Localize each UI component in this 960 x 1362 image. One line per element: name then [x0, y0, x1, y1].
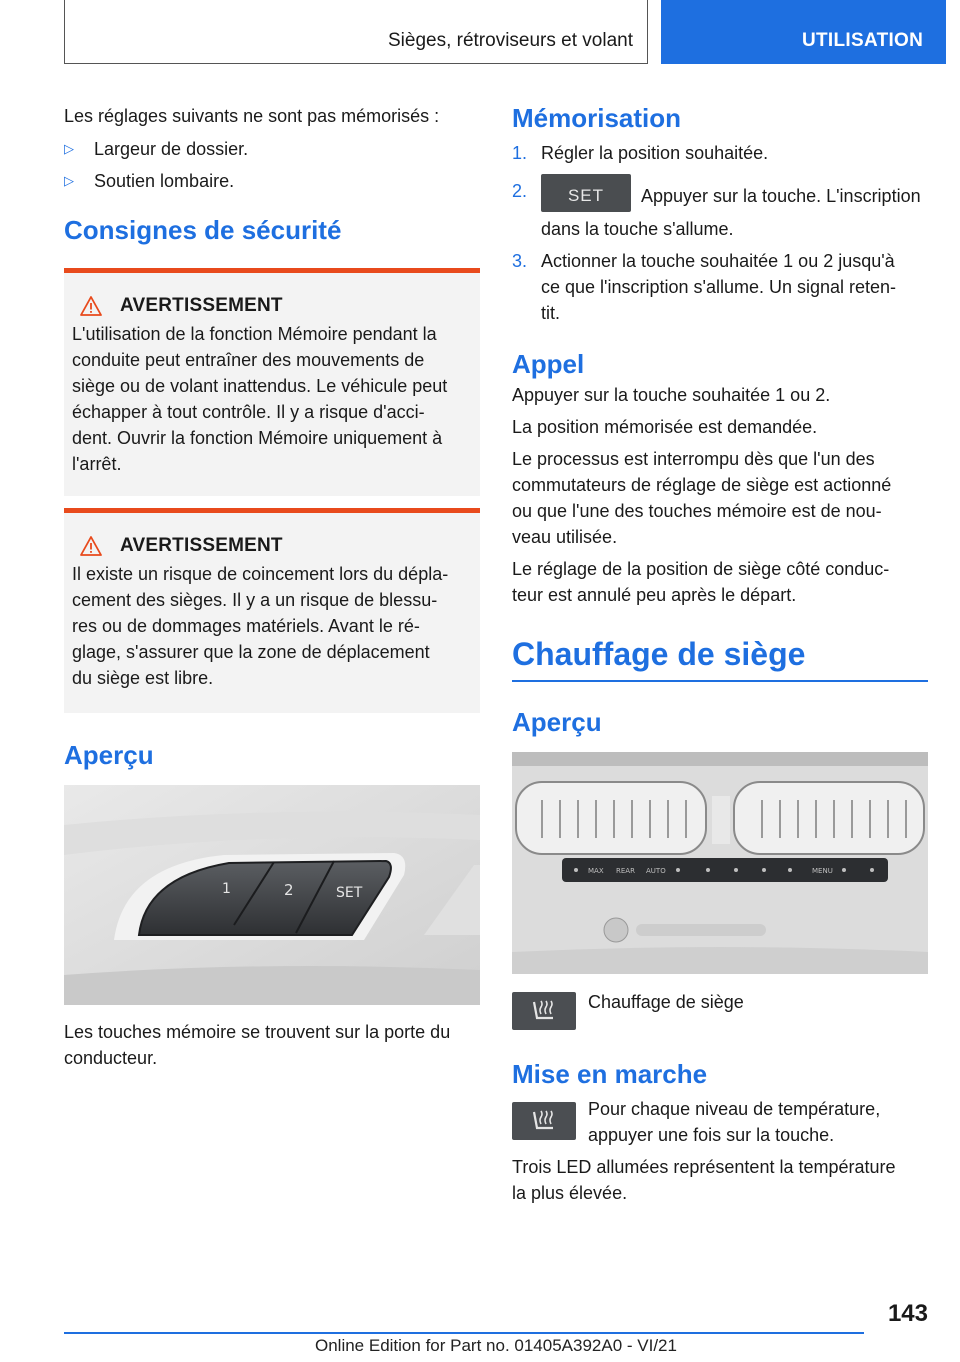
- step-text: Actionner la touche souhaitée 1 ou 2 jusqu'à: [541, 251, 895, 271]
- warning-line: siège ou de volant inattendus. Le véhicule peut: [72, 376, 448, 396]
- step-text: dans la touche s'allume.: [541, 219, 734, 239]
- triangle-bullet-icon: ▷: [64, 173, 74, 188]
- console-label: MENU: [812, 867, 833, 875]
- warning-triangle-icon: [80, 296, 102, 316]
- icon-label: Chauffage de siège: [588, 992, 744, 1012]
- appel-text: La position mémorisée est demandée.: [512, 417, 818, 437]
- warning-line: res ou de dommages matériels. Avant le ré-: [72, 616, 420, 636]
- trois-text: Trois LED allumées représentent la température: [512, 1157, 896, 1177]
- step-number: 1.: [512, 143, 528, 163]
- console-label: MAX: [588, 867, 604, 875]
- image-caption: Les touches mémoire se trouvent sur la porte du: [64, 1022, 451, 1042]
- set-button-icon: [541, 174, 631, 212]
- climate-console-image: [512, 752, 928, 974]
- warning-header: [72, 295, 472, 317]
- seat-heating-icon: [512, 992, 576, 1030]
- mise-text: Pour chaque niveau de température,: [588, 1099, 881, 1119]
- trois-text: la plus élevée.: [512, 1183, 628, 1203]
- warning-line: du siège est libre.: [72, 668, 214, 688]
- header-section-tab: [64, 0, 648, 64]
- seat-heating-icon: [512, 1102, 576, 1140]
- bullet-item: [64, 136, 480, 162]
- seat-heating-icon-row: [512, 992, 928, 1030]
- warning-box: [64, 268, 480, 496]
- image-caption: conducteur.: [64, 1048, 158, 1068]
- triangle-bullet-icon: ▷: [64, 141, 74, 156]
- intro-text: Les réglages suivants ne sont pas mémorisés :: [64, 106, 440, 126]
- bullet-item: [64, 168, 480, 194]
- apercu-heading-right: Aperçu: [512, 707, 602, 737]
- apercu-heading: Aperçu: [64, 740, 154, 770]
- section-rule: [512, 680, 928, 682]
- door-memory-buttons-image: [64, 785, 480, 1005]
- header-chapter-tab: [661, 0, 946, 64]
- mise-icon-row: [512, 1096, 928, 1148]
- console-label: REAR: [616, 867, 635, 875]
- step-text: ce que l'inscription s'allume. Un signal reten-: [541, 277, 897, 297]
- appel-text: Appuyer sur la touche souhaitée 1 ou 2.: [512, 385, 831, 405]
- left-column: [64, 100, 480, 1071]
- step-text: Régler la position souhaitée.: [541, 143, 769, 163]
- step-number: 2.: [512, 181, 528, 201]
- appel-text: Le processus est interrompu dès que l'un des: [512, 449, 875, 469]
- warning-box: [64, 508, 480, 713]
- right-column: [512, 100, 928, 1206]
- step-text: tit.: [541, 303, 561, 323]
- appel-text: commutateurs de réglage de siège est actionné: [512, 475, 892, 495]
- appel-heading: Appel: [512, 349, 585, 379]
- bullet-text: Soutien lombaire.: [94, 171, 235, 191]
- console-label: AUTO: [646, 867, 666, 875]
- appel-text: ou que l'une des touches mémoire est de nou-: [512, 501, 882, 521]
- warning-line: dent. Ouvrir la fonction Mémoire uniquement à: [72, 428, 443, 448]
- section-title: Sièges, rétroviseurs et volant: [387, 30, 633, 51]
- step-text: Appuyer sur la touche. L'inscription: [641, 185, 921, 206]
- set-button-label: SET: [567, 186, 605, 205]
- mise-heading: Mise en marche: [512, 1059, 708, 1089]
- chauffage-heading: Chauffage de siège: [512, 636, 806, 672]
- appel-text: veau utilisée.: [512, 527, 618, 547]
- warning-line: conduite peut entraîner des mouvements de: [72, 350, 425, 370]
- warning-line: L'utilisation de la fonction Mémoire pendant la: [72, 324, 437, 344]
- page-number: 143: [887, 1300, 928, 1327]
- appel-text: teur est annulé peu après le départ.: [512, 585, 797, 605]
- footer-rule: [64, 1332, 864, 1334]
- warning-line: échapper à tout contrôle. Il y a risque d'acci-: [72, 402, 425, 422]
- mise-text: appuyer une fois sur la touche.: [588, 1125, 835, 1145]
- bullet-text: Largeur de dossier.: [94, 139, 249, 159]
- memo-heading: Mémorisation: [512, 103, 682, 133]
- warning-line: glage, s'assurer que la zone de déplacement: [72, 642, 430, 662]
- warning-line: cement des sièges. Il y a un risque de blessu-: [72, 590, 438, 610]
- step-item: [512, 248, 928, 326]
- step-item: [512, 178, 928, 242]
- warning-line: l'arrêt.: [72, 454, 122, 474]
- appel-text: Le réglage de la position de siège côté conduc-: [512, 559, 890, 579]
- step-number: 3.: [512, 251, 528, 271]
- warning-title: AVERTISSEMENT: [120, 295, 283, 316]
- warning-triangle-icon: [80, 536, 102, 556]
- step-item: [512, 140, 928, 166]
- safety-heading: Consignes de sécurité: [64, 215, 342, 245]
- warning-line: Il existe un risque de coincement lors du dépla-: [72, 564, 449, 584]
- warning-title: AVERTISSEMENT: [120, 535, 283, 556]
- door-button-label: 2: [284, 881, 294, 899]
- warning-header: [72, 535, 472, 557]
- door-button-label: SET: [336, 885, 363, 901]
- chapter-title: UTILISATION: [802, 30, 924, 51]
- footer-edition: Online Edition for Part no. 01405A392A0 - VI/21: [315, 1336, 677, 1355]
- door-button-label: 1: [222, 881, 231, 897]
